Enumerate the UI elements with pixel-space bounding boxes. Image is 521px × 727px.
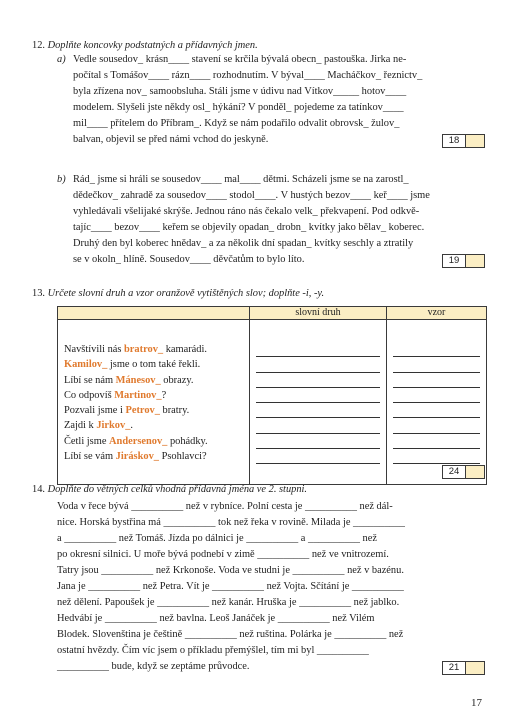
task-12-number: 12. — [32, 40, 45, 51]
task-14-number: 14. — [32, 484, 45, 495]
task-12-heading — [32, 40, 258, 51]
answer-blank[interactable] — [393, 342, 480, 357]
highlighted-word: Petrov_ — [125, 405, 160, 417]
score-input[interactable] — [466, 662, 484, 674]
highlighted-word: Kamilov_ — [64, 359, 108, 371]
answer-blank[interactable] — [393, 418, 480, 433]
task-12b-label: b) — [57, 174, 66, 185]
text-line: mil____ přítelem do Příbram_. Když se nám podařilo odvalit obrovsk_ žulov_ — [73, 118, 400, 129]
text-line: Rád_ jsme si hráli se sousedov____ mal____ dětmi. Scházeli jsme se na zarostl_ — [73, 174, 409, 185]
text-line: dědečkov_ zahradě za sousedov____ stodol____. V hustých bezov____ keř____ jsme — [73, 190, 430, 201]
text-line: __________ bude, když se zeptáme průvodce. — [57, 661, 250, 672]
task-14-heading — [32, 484, 307, 495]
text-line: Druhý den byl koberec hnědav_ a za několik dní spadan_ kvítky seschly a ztratily — [73, 238, 414, 249]
text-line: Tatry jsou __________ než Krkonoše. Voda ve studni je __________ než v bazénu. — [57, 565, 404, 576]
text-line: tajíc____ bezov____ keřem se objevily opadan_ drobn_ kvítky jako bělav_ koberec. — [73, 222, 425, 233]
task-13-table — [57, 306, 487, 485]
text-line: Voda v řece bývá __________ než v rybníce. Polní cesta je __________ než dál- — [57, 501, 393, 512]
answer-blank[interactable] — [256, 357, 380, 372]
sentence-row: Líbí se vám Jiráskov_ Psohlavci? — [64, 451, 207, 463]
score-box-12a — [442, 134, 485, 148]
score-value: 24 — [443, 466, 466, 478]
slovni-druh-column — [250, 320, 387, 485]
highlighted-word: Mánesov_ — [115, 374, 161, 386]
text-line: vyhledávali všelijaké skrýše. Jednou ráno nás čekalo velk_ překvapení. Pod odkvě- — [73, 206, 420, 217]
highlighted-word: Jiráskov_ — [115, 451, 159, 463]
sentence-row: Navštívili nás bratrov_ kamarádi. — [64, 344, 207, 355]
answer-blank[interactable] — [393, 388, 480, 403]
score-input[interactable] — [466, 466, 484, 478]
text-line: počítal s Tomášov____ rázn____ rozhodnutím. V býval____ Macháčkov_ řeznictv_ — [73, 70, 423, 81]
sentence-row: Pozvali jsme i Petrov_ bratry. — [64, 405, 190, 417]
score-input[interactable] — [466, 135, 484, 147]
answer-blank[interactable] — [393, 403, 480, 418]
text-line: a __________ než Tomáš. Jízda po dálnici je __________ a __________ než — [57, 533, 377, 544]
text-line: po okresní silnici. U moře bývá podnebí v zimě __________ než ve vnitrozemí. — [57, 549, 389, 560]
highlighted-word: Jirkov_ — [96, 420, 131, 432]
score-input[interactable] — [466, 255, 484, 267]
table-header-slovni-druh: slovní druh — [250, 307, 387, 320]
text-line: Vedle sousedov_ krásn____ stavení se krčila bývalá obecn_ pastouška. Jirka ne- — [73, 54, 407, 65]
score-box-13 — [442, 465, 485, 479]
text-line: Blodek. Slovenština je češtině __________ než ruština. Polárka je __________ než — [57, 629, 404, 640]
answer-blank[interactable] — [393, 434, 480, 449]
score-box-12b — [442, 254, 485, 268]
page-number: 17 — [471, 697, 482, 709]
sentence-row: Líbí se nám Mánesov_ obrazy. — [64, 374, 194, 386]
task-12-instruction: Doplňte koncovky podstatných a přídavných jmen. — [47, 40, 258, 51]
highlighted-word: Martinov_ — [114, 389, 162, 401]
score-value: 19 — [443, 255, 466, 267]
task-12a-label: a) — [57, 54, 66, 65]
score-value: 21 — [443, 662, 466, 674]
score-value: 18 — [443, 135, 466, 147]
answer-blank[interactable] — [393, 373, 480, 388]
highlighted-word: bratrov_ — [124, 344, 164, 355]
answer-blank[interactable] — [256, 434, 380, 449]
answer-blank[interactable] — [256, 342, 380, 357]
answer-blank[interactable] — [256, 373, 380, 388]
text-line: než dělení. Papoušek je __________ než kanár. Hruška je __________ než jablko. — [57, 597, 400, 608]
answer-blank[interactable] — [256, 403, 380, 418]
task-13-instruction: Určete slovní druh a vzor oranžově vytištěných slov; doplňte -i, -y. — [47, 288, 325, 299]
task-14-instruction: Doplňte do větných celků vhodná přídavná jména ve 2. stupni. — [47, 484, 308, 495]
text-line: Jana je __________ než Petra. Vít je __________ než Vojta. Sčítání je __________ — [57, 581, 404, 592]
answer-blank[interactable] — [393, 357, 480, 372]
text-line: nice. Horská bystřina má __________ tok než řeka v rovině. Milada je __________ — [57, 517, 406, 528]
text-line: ostatní hvězdy. Čím víc jsem o příkladu přemýšlel, tím mi byl __________ — [57, 645, 369, 656]
task-13-heading — [32, 288, 324, 299]
text-line: balvan, objevil se před námi vchod do jeskyně. — [73, 134, 269, 145]
sentence-row: Co odpovíš Martinov_? — [64, 389, 167, 401]
sentence-row: Zajdi k Jirkov_. — [64, 420, 133, 432]
vzor-column — [387, 320, 487, 485]
task-13-number: 13. — [32, 288, 45, 299]
text-line: Hedvábí je __________ než bavlna. Leoš Janáček je __________ než Vilém — [57, 613, 375, 624]
sentence-row: Četli jsme Andersenov_ pohádky. — [64, 435, 208, 447]
text-line: modelem. Slyšeli jste někdy osl_ hýkání? V ponděl_ pojedeme za tatínkov____ — [73, 102, 404, 113]
text-line: byla zřízena nov_ samoobsluha. Stáli jsme v údivu nad Vítkov_____ hotov____ — [73, 86, 407, 97]
score-box-14 — [442, 661, 485, 675]
answer-blank[interactable] — [393, 449, 480, 464]
answer-blank[interactable] — [256, 388, 380, 403]
sentences-cell — [58, 320, 250, 485]
answer-blank[interactable] — [256, 449, 380, 464]
answer-blank[interactable] — [256, 418, 380, 433]
highlighted-word: Andersenov_ — [109, 435, 168, 447]
text-line: se v okoln_ hlíně. Sousedov____ děvčatům to bylo líto. — [73, 254, 305, 265]
table-header-empty — [58, 307, 250, 320]
table-header-vzor: vzor — [387, 307, 487, 320]
sentence-row: Kamilov_ jsme o tom také řekli. — [64, 359, 201, 371]
